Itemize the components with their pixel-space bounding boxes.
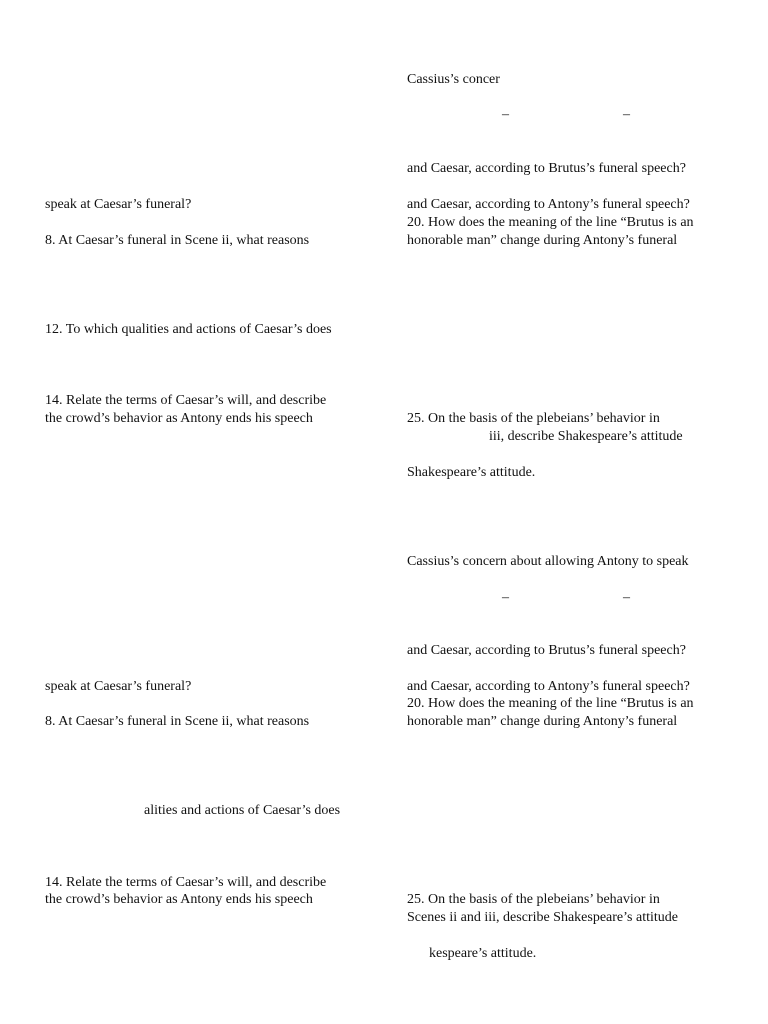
upper-brutus-speech-question: and Caesar, according to Brutus’s funeral speech? [407, 161, 686, 176]
lower-brutus-speech-question: and Caesar, according to Brutus’s funeral speech? [407, 643, 686, 658]
lower-question-14-line-1: 14. Relate the terms of Caesar’s will, and describe [45, 875, 327, 890]
upper-question-12: 12. To which qualities and actions of Caesar’s does [45, 322, 332, 337]
lower-question-12-fragment: alities and actions of Caesar’s does [144, 803, 341, 818]
upper-question-8: 8. At Caesar’s funeral in Scene ii, what reasons [45, 233, 310, 248]
upper-question-20-line-2: honorable man” change during Antony’s funeral [407, 233, 678, 248]
lower-question-7-ending: speak at Caesar’s funeral? [45, 679, 192, 694]
lower-question-25-line-3: kespeare’s attitude. [429, 946, 537, 961]
lower-question-20-line-1: 20. How does the meaning of the line “Brutus is an [407, 696, 694, 711]
upper-question-25-line-1: 25. On the basis of the plebeians’ behavior in [407, 411, 660, 426]
lower-question-25-line-1: 25. On the basis of the plebeians’ behavior in [407, 892, 660, 907]
lower-answer-dash-left: – [502, 590, 509, 605]
upper-question-14-line-2: the crowd’s behavior as Antony ends his speech [45, 411, 313, 426]
lower-question-14-line-2: the crowd’s behavior as Antony ends his speech [45, 892, 313, 907]
lower-question-25-line-2: Scenes ii and iii, describe Shakespeare’s attitude [407, 910, 678, 925]
upper-question-7-ending: speak at Caesar’s funeral? [45, 197, 192, 212]
upper-question-14-line-1: 14. Relate the terms of Caesar’s will, and describe [45, 393, 327, 408]
upper-question-25-line-2: iii, describe Shakespeare’s attitude [489, 429, 683, 444]
lower-answer-dash-right: – [623, 590, 630, 605]
upper-question-25-line-3: Shakespeare’s attitude. [407, 465, 536, 480]
upper-antony-speech-question: and Caesar, according to Antony’s funeral speech? [407, 197, 690, 212]
lower-antony-speech-question: and Caesar, according to Antony’s funeral speech? [407, 679, 690, 694]
upper-answer-dash-right: – [623, 107, 630, 122]
upper-answer-dash-left: – [502, 107, 509, 122]
lower-question-8: 8. At Caesar’s funeral in Scene ii, what reasons [45, 714, 310, 729]
lower-question-20-line-2: honorable man” change during Antony’s funeral [407, 714, 678, 729]
upper-cassius-question-fragment: Cassius’s concer [407, 72, 500, 87]
upper-question-20-line-1: 20. How does the meaning of the line “Brutus is an [407, 215, 694, 230]
lower-cassius-question: Cassius’s concern about allowing Antony to speak [407, 554, 689, 569]
